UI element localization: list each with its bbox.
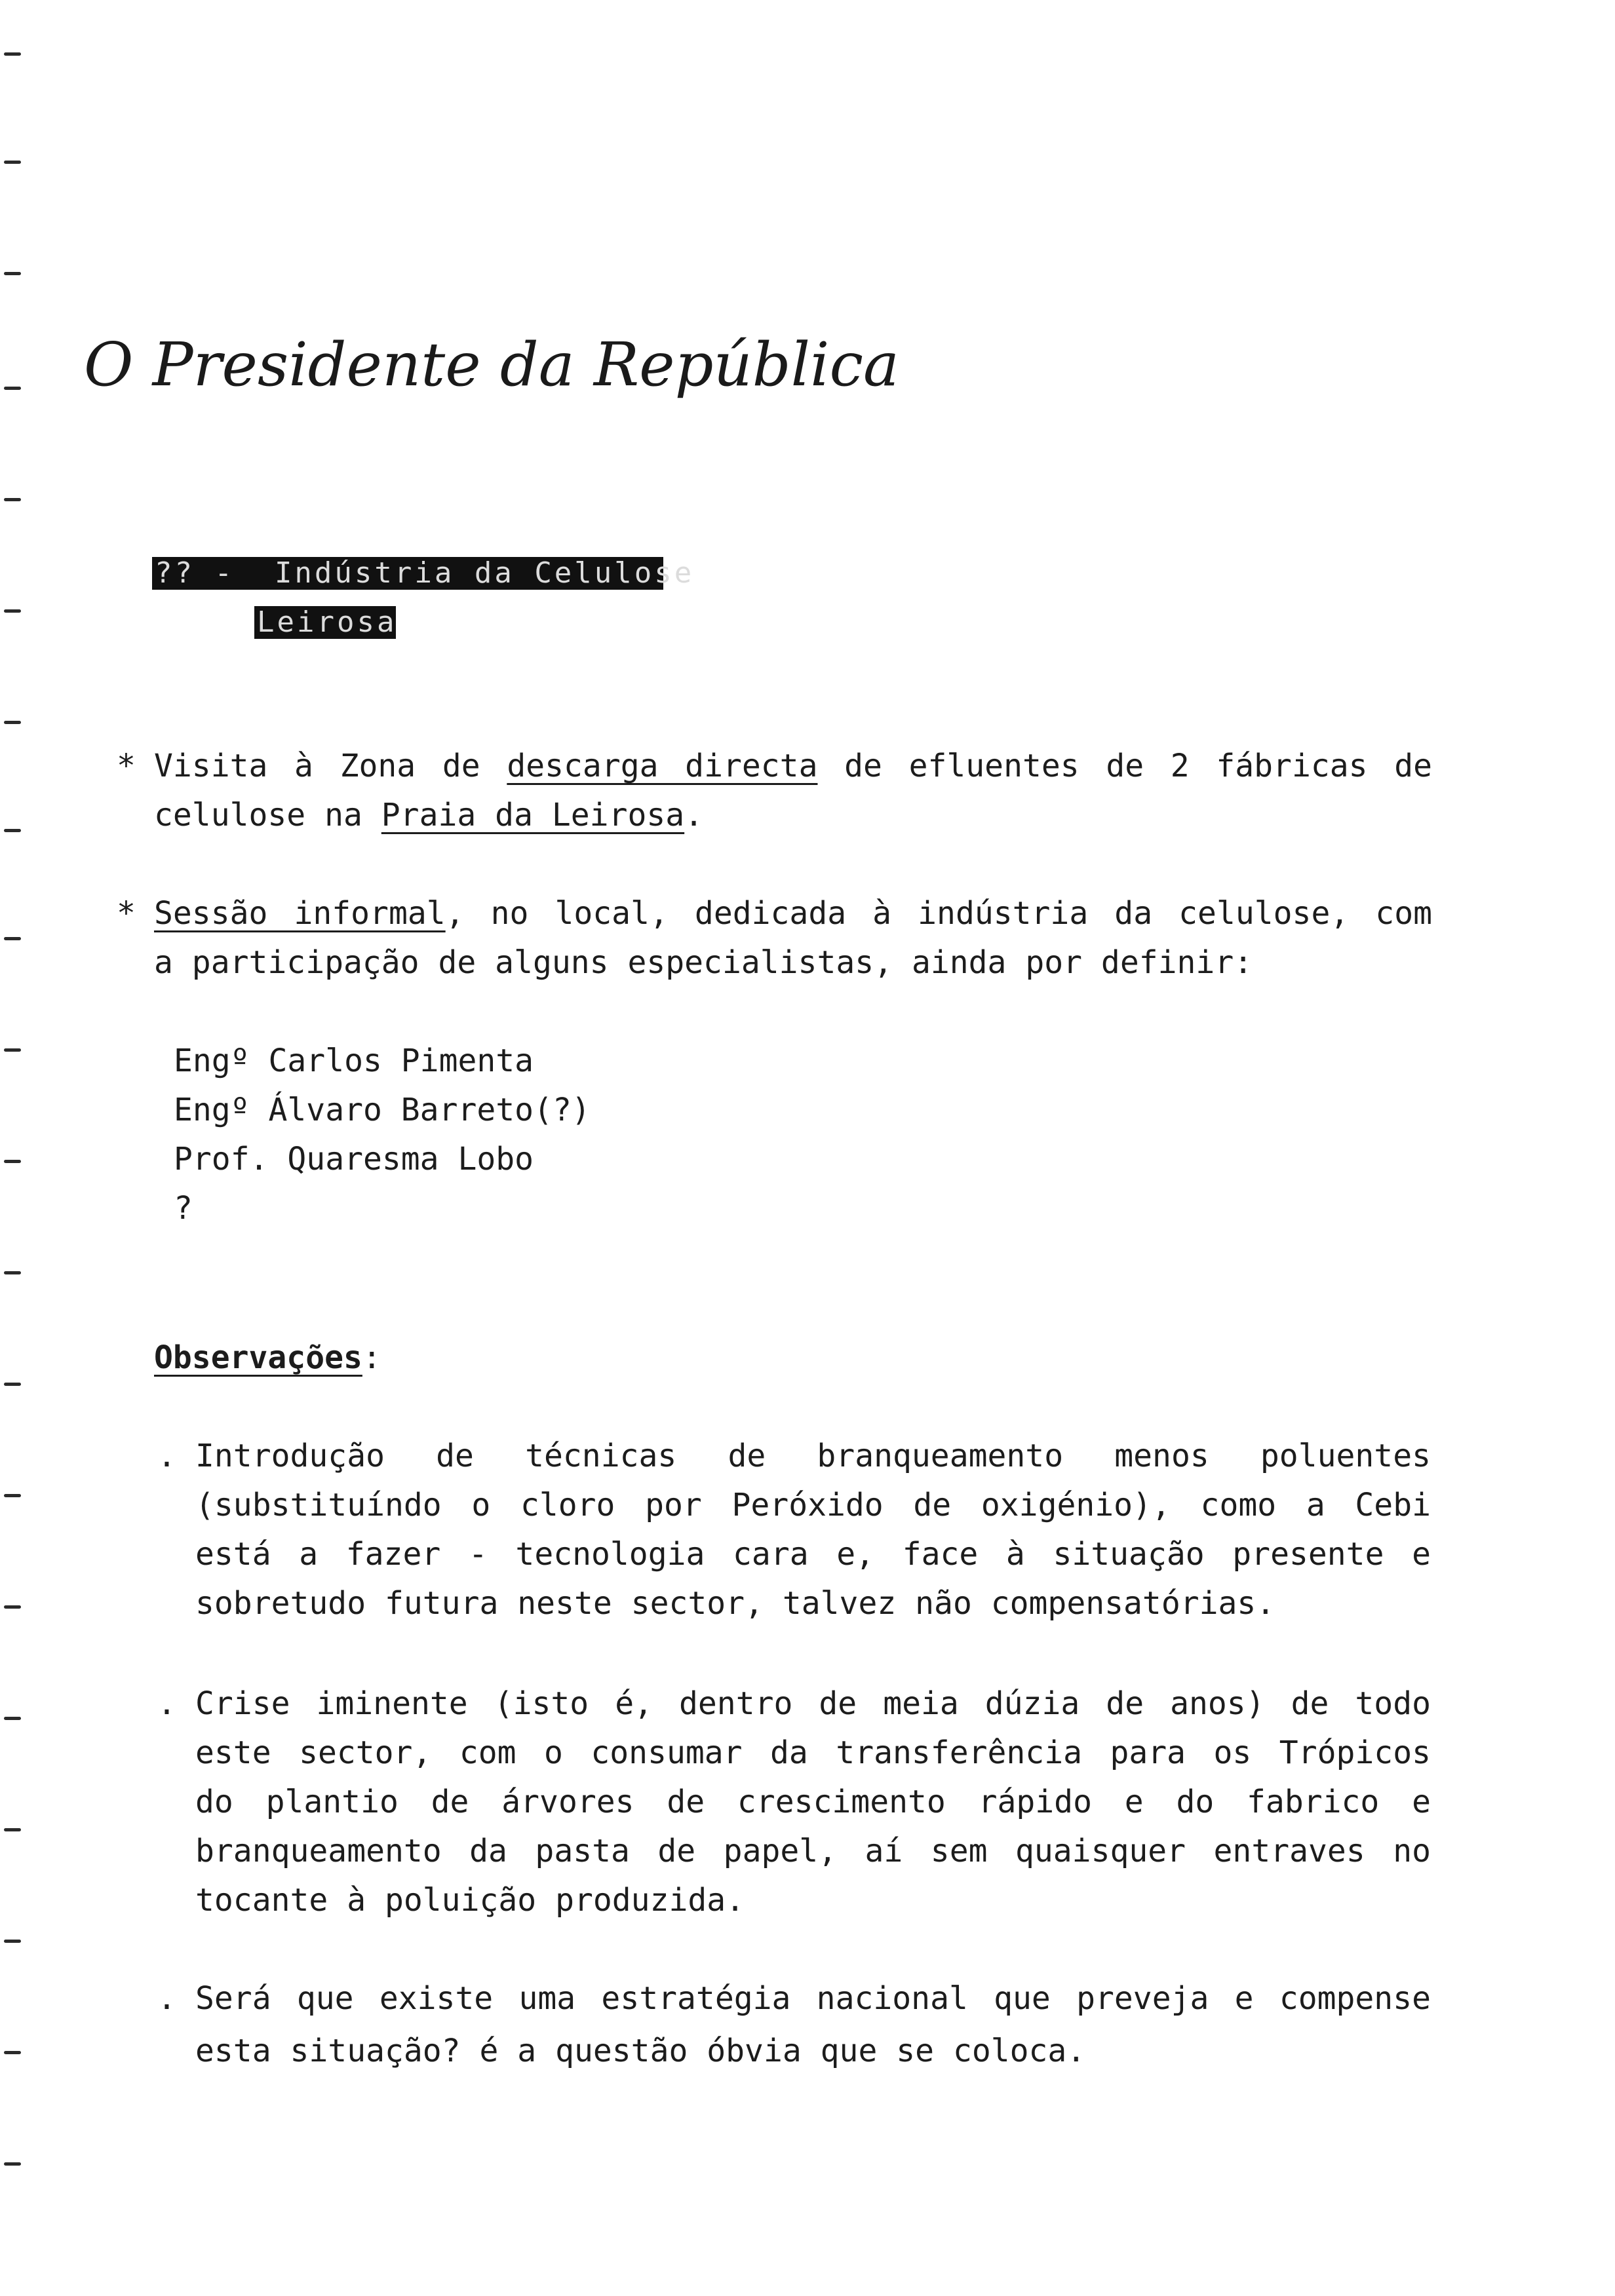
observation-line: (substituíndo o cloro por Peróxido de oxigénio), como a Cebi [195,1487,1431,1523]
binder-margin-marks [0,0,26,2296]
observation-line: Será que existe uma estratégia nacional que preveja e compense [195,1980,1431,2017]
observation-line: do plantio de árvores de crescimento rápido e do fabrico e [195,1784,1431,1820]
item-bullet: * [117,895,136,932]
item-line: a participação de alguns especialistas, ainda por definir: [154,944,1253,981]
underlined-phrase: Sessão informal [154,895,446,932]
observations-heading: Observações: [154,1339,381,1376]
observation-line: Introdução de técnicas de branqueamento menos poluentes [195,1438,1431,1474]
letterhead-logo [84,320,899,411]
item-line: celulose na Praia da Leirosa. [154,797,704,833]
item-line: Sessão informal, no local, dedicada à indústria da celulose, com [154,895,1432,932]
item-bullet: * [117,748,136,784]
specialist-name: ? [174,1190,193,1227]
observation-line: branqueamento da pasta de papel, aí sem quaisquer entraves no [195,1833,1431,1869]
observation-bullet: . [157,1685,176,1722]
observation-line: sobretudo futura neste sector, talvez não compensatórias. [195,1585,1275,1622]
observation-bullet: . [157,1438,176,1474]
highlighted-title-line1: ?? - Indústria da Celulose [152,557,663,590]
specialist-name: Engº Álvaro Barreto(?) [174,1092,591,1128]
observation-line: esta situação? é a questão óbvia que se coloca. [195,2033,1086,2069]
observation-line: Crise iminente (isto é, dentro de meia dúzia de anos) de todo [195,1685,1431,1722]
highlighted-title-line2: Leirosa [254,606,396,639]
specialist-name: Engº Carlos Pimenta [174,1043,534,1079]
underlined-phrase: descarga directa [507,748,818,784]
letterhead-text: O Presidente da República [84,330,899,400]
observation-bullet: . [157,1980,176,2017]
underlined-phrase: Praia da Leirosa [381,797,685,833]
observation-line: está a fazer - tecnologia cara e, face à situação presente e [195,1536,1431,1573]
specialist-name: Prof. Quaresma Lobo [174,1141,534,1177]
observation-line: este sector, com o consumar da transferência para os Trópicos [195,1734,1431,1771]
item-line: Visita à Zona de descarga directa de efluentes de 2 fábricas de [154,748,1432,784]
observation-line: tocante à poluição produzida. [195,1882,745,1919]
